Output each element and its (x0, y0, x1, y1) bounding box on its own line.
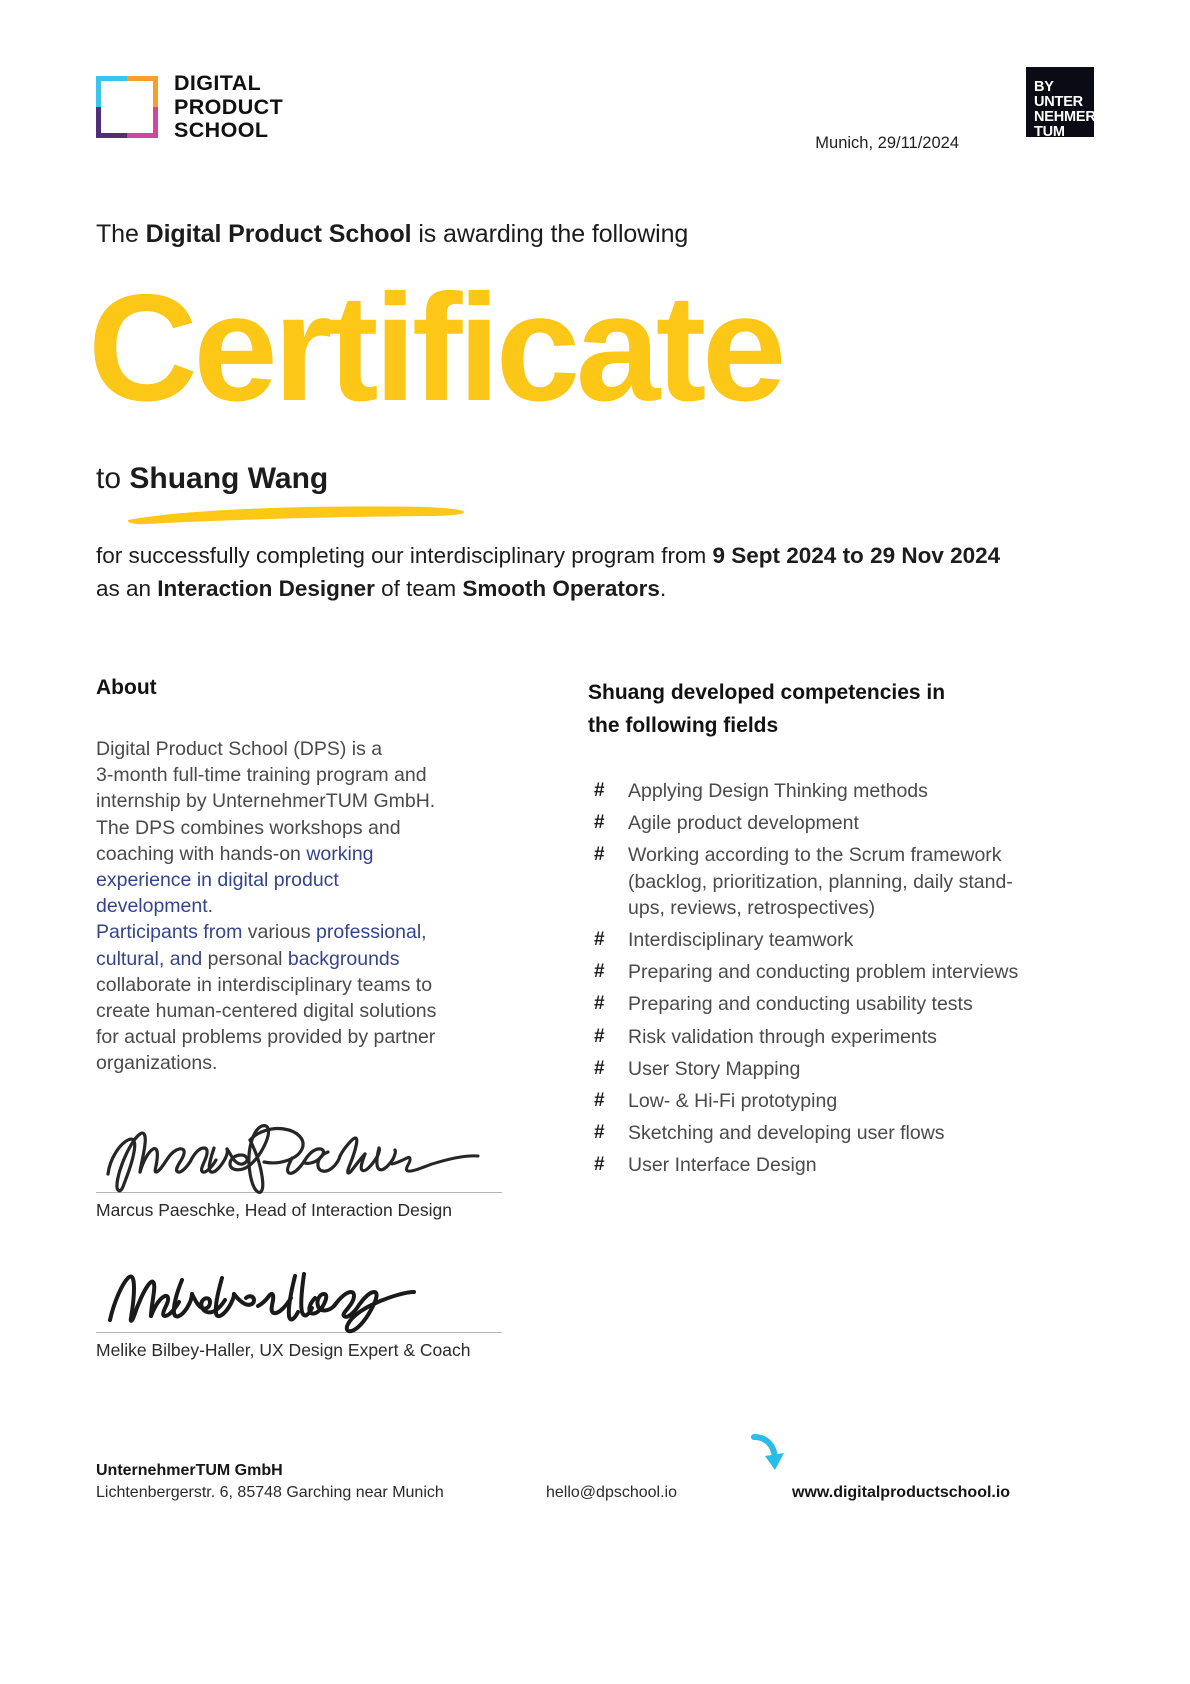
list-item (588, 991, 1020, 1017)
logo-line-2: PRODUCT (174, 94, 284, 119)
logo-line-1: DIGITAL (174, 71, 262, 95)
hash-bullet-icon: # (594, 1122, 605, 1144)
signature-caption-marcus: Marcus Paeschke, Head of Interaction Design (96, 1200, 453, 1220)
hash-bullet-icon: # (594, 961, 605, 983)
completion-part3: of team (374, 576, 463, 601)
completion-part4: . (659, 576, 667, 601)
hash-bullet-icon: # (594, 1057, 605, 1079)
hash-bullet-icon: # (594, 993, 605, 1015)
list-item-label: Preparing and conducting usability tests (628, 993, 973, 1016)
competencies-list (588, 778, 1020, 1179)
about-line: for actual problems provided by partner (96, 1026, 436, 1049)
badge-line-3: NEHMER (1034, 109, 1096, 125)
competencies-heading-line-1: Shuang developed competencies in (588, 681, 946, 704)
hash-bullet-icon: # (594, 780, 605, 801)
about-body (96, 736, 496, 1077)
dps-logo (96, 72, 283, 143)
recipient-underline-brush-icon (126, 503, 466, 525)
dps-logo-mark-icon (96, 76, 158, 138)
footer-organization: UnternehmerTUM GmbH (96, 1462, 283, 1479)
about-line: internship by UnternehmerTUM GmbH. (96, 790, 436, 813)
hash-bullet-icon: # (594, 1025, 605, 1047)
hash-bullet-icon: # (594, 1090, 605, 1112)
about-line: Participants from various professional, (96, 921, 427, 944)
hash-bullet-icon: # (594, 1154, 605, 1176)
about-heading: About (96, 676, 157, 699)
list-item (588, 810, 1020, 836)
about-line: organizations. (96, 1052, 218, 1075)
list-item (588, 1120, 1020, 1146)
completion-part2: as an (96, 576, 158, 601)
list-item (588, 1024, 1020, 1050)
signature-block-melike (96, 1258, 502, 1361)
list-item-label: Risk validation through experiments (628, 1025, 937, 1048)
badge-line-1: BY (1034, 79, 1054, 95)
about-section (96, 676, 496, 1077)
logo-corner-bottom-left-icon (96, 107, 127, 138)
list-item-label: User Interface Design (628, 1154, 817, 1177)
about-line: create human-centered digital solutions (96, 1000, 437, 1023)
footer-address: Lichtenbergerstr. 6, 85748 Garching near Munich (96, 1484, 444, 1501)
unternehmertum-badge (1026, 67, 1096, 140)
hash-bullet-icon: # (594, 812, 605, 834)
completion-role: Interaction Designer (157, 576, 375, 601)
page-footer (96, 1462, 1094, 1542)
page-title: Certificate (88, 263, 782, 433)
recipient-line (96, 462, 328, 496)
list-item-label: Interdisciplinary teamwork (628, 929, 854, 952)
signature-image-melike (96, 1258, 502, 1332)
about-line: development. (96, 895, 214, 918)
list-item (588, 1056, 1020, 1082)
list-item-label: Working according to the Scrum framework (backlog, prioritization, planning, daily stand-ups, reviews, retrospectives) (628, 844, 1013, 919)
awarding-prefix: The (96, 220, 146, 248)
list-item (588, 1152, 1020, 1178)
issue-date: Munich, 29/11/2024 (815, 134, 959, 152)
signature-image-marcus (96, 1118, 502, 1192)
curved-down-arrow-icon (744, 1434, 784, 1480)
about-line: Digital Product School (DPS) is a (96, 738, 383, 760)
awarding-org: Digital Product School (145, 220, 412, 248)
footer-email[interactable]: hello@dpschool.io (546, 1484, 677, 1501)
logo-corner-top-left-icon (96, 76, 127, 107)
competencies-section (588, 676, 1020, 1185)
logo-line-3: SCHOOL (174, 118, 269, 142)
about-line: 3-month full-time training program and (96, 764, 427, 787)
about-line: collaborate in interdisciplinary teams to (96, 973, 433, 996)
list-item-label: Sketching and developing user flows (628, 1122, 945, 1145)
about-line: cultural, and personal backgrounds (96, 947, 400, 970)
list-item (588, 959, 1020, 985)
recipient-prefix: to (96, 462, 130, 495)
list-item-label: Agile product development (628, 812, 859, 835)
signature-caption-melike: Melike Bilbey-Haller, UX Design Expert & Coach (96, 1340, 471, 1360)
completion-part1: for successfully completing our interdisciplinary program from (96, 543, 713, 568)
awarding-suffix: is awarding the following (411, 220, 689, 248)
hash-bullet-icon: # (594, 844, 605, 866)
completion-team: Smooth Operators (462, 576, 660, 601)
dps-logo-wordmark (174, 72, 283, 143)
signature-block-marcus (96, 1118, 502, 1221)
footer-website[interactable]: www.digitalproductschool.io (792, 1484, 1011, 1501)
recipient-name: Shuang Wang (129, 462, 329, 495)
hash-bullet-icon: # (594, 929, 605, 951)
list-item (588, 842, 1020, 921)
list-item-label: Low- & Hi-Fi prototyping (628, 1090, 838, 1113)
list-item-label: User Story Mapping (628, 1057, 801, 1080)
signature-stroke-melike-icon (96, 1258, 502, 1336)
list-item (588, 778, 1020, 804)
list-item (588, 927, 1020, 953)
competencies-heading (588, 676, 1020, 742)
signature-stroke-marcus-icon (96, 1118, 502, 1196)
completion-date-from: 9 Sept 2024 to (712, 543, 864, 568)
about-line: experience in digital product (96, 869, 339, 892)
page-header (96, 62, 1094, 172)
about-line: The DPS combines workshops and (96, 816, 401, 839)
logo-corner-bottom-right-icon (127, 107, 158, 138)
list-item-label: Preparing and conducting problem interviews (628, 961, 1019, 984)
list-item (588, 1088, 1020, 1114)
competencies-heading-line-2: the following fields (588, 714, 779, 737)
awarding-line (96, 220, 688, 249)
badge-line-2: UNTER (1034, 94, 1083, 110)
logo-corner-top-right-icon (127, 76, 158, 107)
list-item-label: Applying Design Thinking methods (628, 780, 928, 802)
badge-line-4: TUM (1034, 124, 1065, 140)
completion-date-to: 29 Nov 2024 (870, 543, 1001, 568)
about-line: coaching with hands-on working (96, 842, 374, 865)
completion-paragraph (96, 539, 1016, 605)
